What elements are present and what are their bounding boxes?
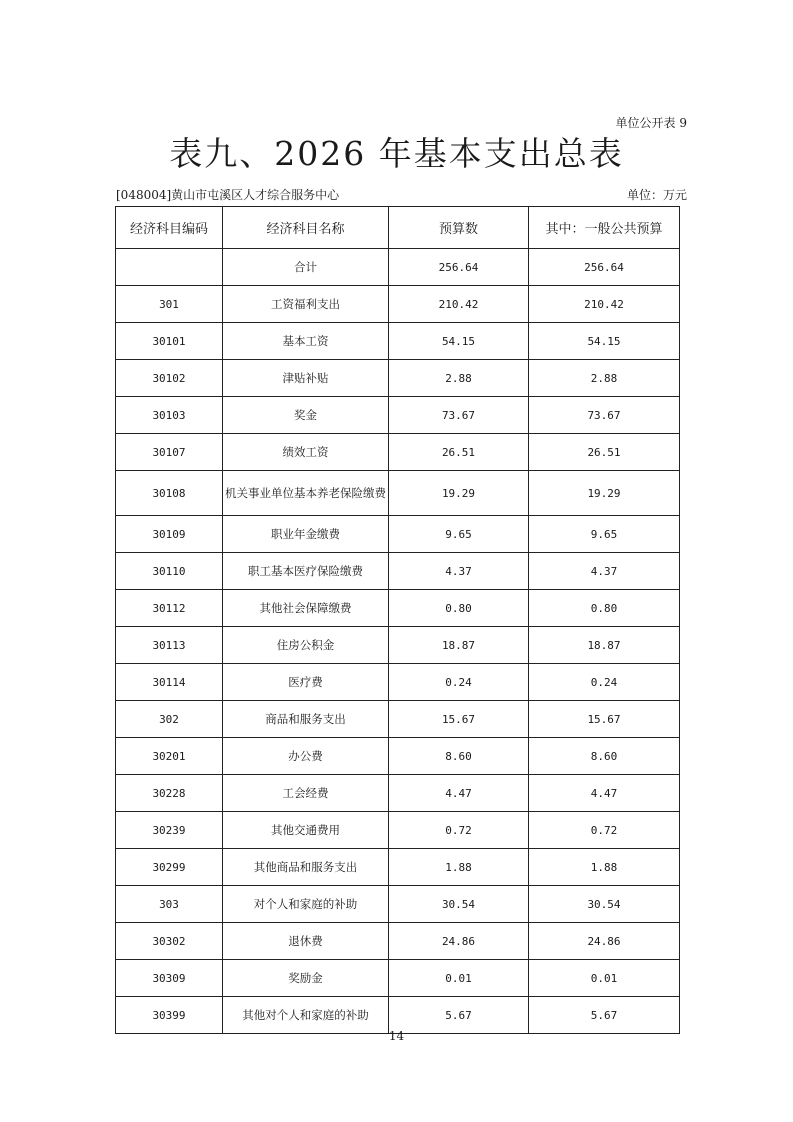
row-code: 30239 bbox=[116, 812, 223, 849]
row-code: 30102 bbox=[116, 360, 223, 397]
row-name: 其他对个人和家庭的补助 bbox=[223, 997, 389, 1034]
row-budget: 26.51 bbox=[389, 434, 529, 471]
row-name: 奖金 bbox=[223, 397, 389, 434]
table-row bbox=[116, 590, 680, 627]
row-budget: 4.47 bbox=[389, 775, 529, 812]
row-budget: 24.86 bbox=[389, 923, 529, 960]
table-row bbox=[116, 997, 680, 1034]
row-budget: 18.87 bbox=[389, 627, 529, 664]
row-name: 机关事业单位基本养老保险缴费 bbox=[223, 471, 389, 516]
row-general: 73.67 bbox=[529, 397, 680, 434]
row-general: 256.64 bbox=[529, 249, 680, 286]
row-code: 30113 bbox=[116, 627, 223, 664]
row-code: 30101 bbox=[116, 323, 223, 360]
row-name: 津贴补贴 bbox=[223, 360, 389, 397]
header-general-budget: 其中：一般公共预算 bbox=[529, 207, 680, 249]
row-code: 30299 bbox=[116, 849, 223, 886]
row-general: 0.24 bbox=[529, 664, 680, 701]
row-general: 210.42 bbox=[529, 286, 680, 323]
row-name: 医疗费 bbox=[223, 664, 389, 701]
row-budget: 4.37 bbox=[389, 553, 529, 590]
row-general: 0.80 bbox=[529, 590, 680, 627]
row-general: 2.88 bbox=[529, 360, 680, 397]
row-budget: 5.67 bbox=[389, 997, 529, 1034]
row-name: 职工基本医疗保险缴费 bbox=[223, 553, 389, 590]
row-code: 30107 bbox=[116, 434, 223, 471]
row-budget: 73.67 bbox=[389, 397, 529, 434]
row-general: 5.67 bbox=[529, 997, 680, 1034]
row-budget: 210.42 bbox=[389, 286, 529, 323]
table-row bbox=[116, 701, 680, 738]
table-row bbox=[116, 323, 680, 360]
row-general: 18.87 bbox=[529, 627, 680, 664]
row-code: 30103 bbox=[116, 397, 223, 434]
row-general: 15.67 bbox=[529, 701, 680, 738]
table-row bbox=[116, 849, 680, 886]
table-row bbox=[116, 738, 680, 775]
table-row bbox=[116, 397, 680, 434]
row-general: 1.88 bbox=[529, 849, 680, 886]
row-name: 其他商品和服务支出 bbox=[223, 849, 389, 886]
row-general: 30.54 bbox=[529, 886, 680, 923]
page-title: 表九、2026 年基本支出总表 bbox=[169, 134, 624, 173]
row-name: 住房公积金 bbox=[223, 627, 389, 664]
page-number: 14 bbox=[388, 1029, 405, 1043]
row-general: 0.01 bbox=[529, 960, 680, 997]
table-row bbox=[116, 923, 680, 960]
table-row bbox=[116, 360, 680, 397]
table-row bbox=[116, 775, 680, 812]
page-label: 单位公开表 9 bbox=[615, 116, 687, 130]
table-row bbox=[116, 516, 680, 553]
row-general: 4.37 bbox=[529, 553, 680, 590]
table-row bbox=[116, 286, 680, 323]
row-general: 9.65 bbox=[529, 516, 680, 553]
row-budget: 9.65 bbox=[389, 516, 529, 553]
row-name: 工资福利支出 bbox=[223, 286, 389, 323]
table-row bbox=[116, 960, 680, 997]
row-budget: 0.01 bbox=[389, 960, 529, 997]
row-code: 301 bbox=[116, 286, 223, 323]
header-budget: 预算数 bbox=[389, 207, 529, 249]
unit-label: 单位：万元 bbox=[626, 188, 687, 202]
row-code bbox=[116, 249, 223, 286]
row-general: 24.86 bbox=[529, 923, 680, 960]
row-name: 奖励金 bbox=[223, 960, 389, 997]
table-row bbox=[116, 471, 680, 516]
row-budget: 256.64 bbox=[389, 249, 529, 286]
row-budget: 30.54 bbox=[389, 886, 529, 923]
row-code: 30109 bbox=[116, 516, 223, 553]
table-row bbox=[116, 812, 680, 849]
basic-expenditure-table bbox=[115, 206, 680, 1034]
row-budget: 0.80 bbox=[389, 590, 529, 627]
row-code: 30399 bbox=[116, 997, 223, 1034]
table-row bbox=[116, 886, 680, 923]
row-name: 绩效工资 bbox=[223, 434, 389, 471]
row-name: 商品和服务支出 bbox=[223, 701, 389, 738]
row-budget: 2.88 bbox=[389, 360, 529, 397]
row-name: 对个人和家庭的补助 bbox=[223, 886, 389, 923]
row-name: 职业年金缴费 bbox=[223, 516, 389, 553]
row-code: 30108 bbox=[116, 471, 223, 516]
table-row bbox=[116, 627, 680, 664]
row-code: 30201 bbox=[116, 738, 223, 775]
table-row bbox=[116, 553, 680, 590]
row-general: 26.51 bbox=[529, 434, 680, 471]
table-row bbox=[116, 249, 680, 286]
row-code: 30309 bbox=[116, 960, 223, 997]
unit-name: [048004]黄山市屯溪区人才综合服务中心 bbox=[116, 188, 340, 202]
row-budget: 54.15 bbox=[389, 323, 529, 360]
row-name: 其他社会保障缴费 bbox=[223, 590, 389, 627]
row-code: 30112 bbox=[116, 590, 223, 627]
row-code: 30110 bbox=[116, 553, 223, 590]
row-name: 工会经费 bbox=[223, 775, 389, 812]
table-header-row bbox=[116, 207, 680, 249]
row-budget: 1.88 bbox=[389, 849, 529, 886]
row-general: 0.72 bbox=[529, 812, 680, 849]
row-budget: 15.67 bbox=[389, 701, 529, 738]
row-budget: 0.72 bbox=[389, 812, 529, 849]
row-budget: 8.60 bbox=[389, 738, 529, 775]
row-budget: 0.24 bbox=[389, 664, 529, 701]
row-name: 基本工资 bbox=[223, 323, 389, 360]
row-name: 其他交通费用 bbox=[223, 812, 389, 849]
row-general: 8.60 bbox=[529, 738, 680, 775]
row-code: 30228 bbox=[116, 775, 223, 812]
row-code: 30302 bbox=[116, 923, 223, 960]
row-general: 54.15 bbox=[529, 323, 680, 360]
row-code: 30114 bbox=[116, 664, 223, 701]
row-code: 302 bbox=[116, 701, 223, 738]
table-row bbox=[116, 664, 680, 701]
row-name: 办公费 bbox=[223, 738, 389, 775]
row-name: 合计 bbox=[223, 249, 389, 286]
table-row bbox=[116, 434, 680, 471]
row-budget: 19.29 bbox=[389, 471, 529, 516]
row-general: 4.47 bbox=[529, 775, 680, 812]
row-name: 退休费 bbox=[223, 923, 389, 960]
row-general: 19.29 bbox=[529, 471, 680, 516]
header-code: 经济科目编码 bbox=[116, 207, 223, 249]
row-code: 303 bbox=[116, 886, 223, 923]
header-name: 经济科目名称 bbox=[223, 207, 389, 249]
